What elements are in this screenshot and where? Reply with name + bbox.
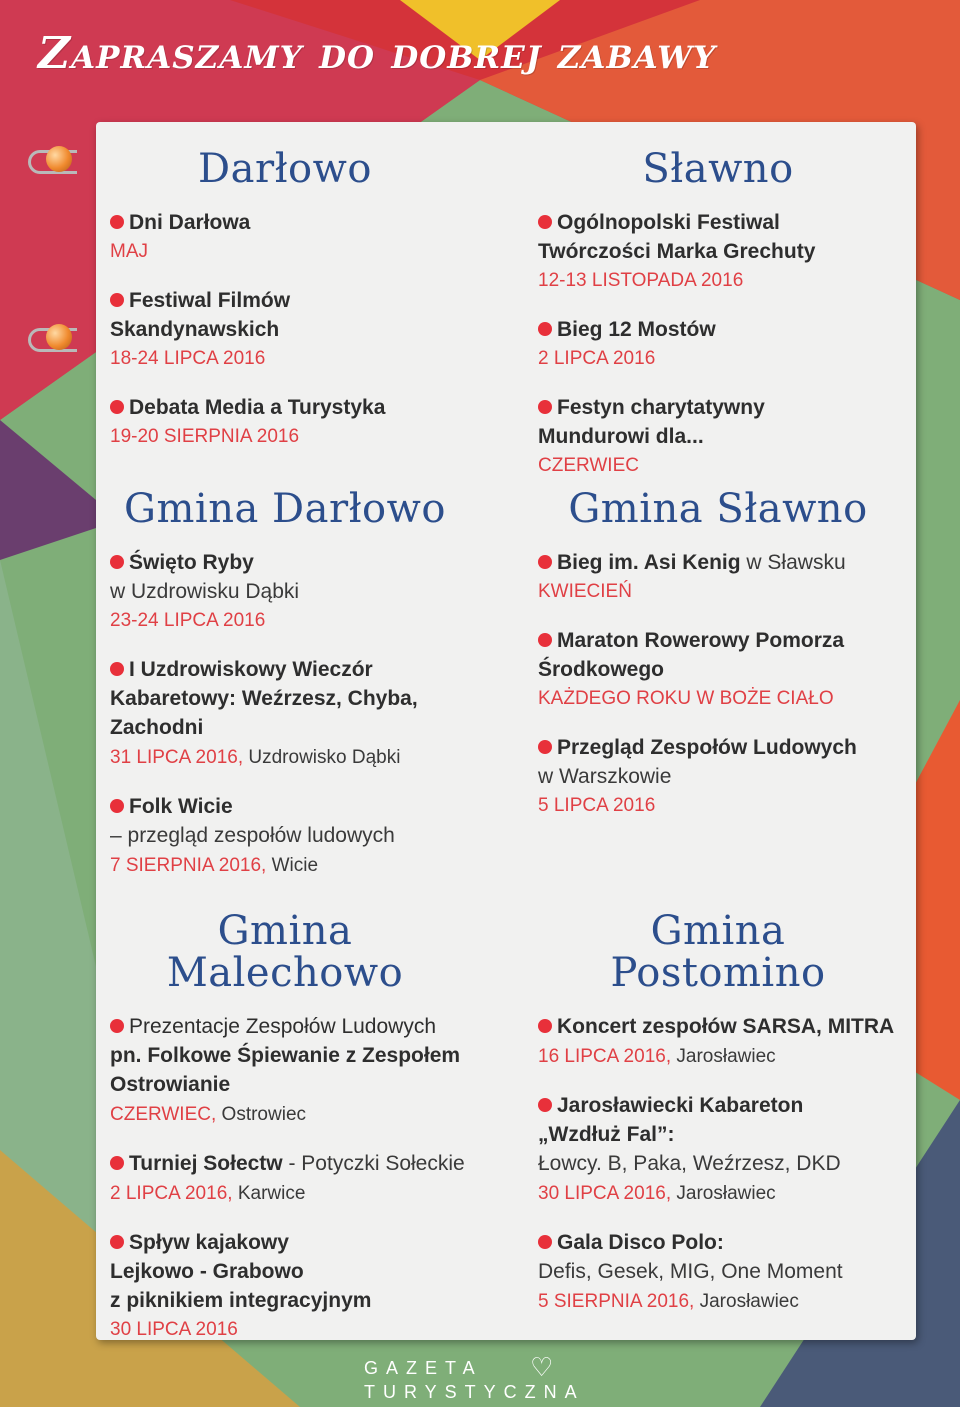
page-title: Zapraszamy do dobrej zabawy: [38, 28, 717, 79]
section-title: Gmina Postomino: [610, 908, 826, 996]
footer-logo: GAZETA TURYSTYCZNA: [364, 1358, 585, 1402]
list-item: Bieg im. Asi Kenig w Sławsku KWIECIEŃ: [538, 551, 846, 602]
list-item: Przegląd Zespołów Ludowych w Warszkowie 5 LIPCA 2016: [538, 733, 898, 820]
section-title: Darłowo: [198, 146, 372, 192]
section-darlowo: [110, 148, 460, 471]
section-title: Gmina Sławno: [568, 486, 868, 532]
list-item: Ogólnopolski Festiwal Twórczości Marka Grechuty 12-13 LISTOPADA 2016: [538, 208, 898, 295]
list-item: Koncert zespołów SARSA, MITRA 16 LIPCA 2016, Jarosławiec: [538, 1012, 898, 1071]
heart-icon: ♡: [530, 1352, 554, 1382]
list-item: Prezentacje Zespołów Ludowych pn. Folkowe Śpiewanie z Zespołem Ostrowianie CZERWIEC, Ostrowiec: [110, 1012, 480, 1129]
list-item: Bieg 12 Mostów 2 LIPCA 2016: [538, 315, 898, 373]
list-item: Jarosławiecki Kabareton „Wzdłuż Fal”: Łowcy. B, Paka, Weźrzesz, DKD 30 LIPCA 2016, Jarosławiec: [538, 1091, 898, 1208]
section-gmina-malechowo: [110, 910, 480, 1364]
list-item: Dni Darłowa MAJ: [110, 208, 460, 266]
section-slawno: [538, 148, 898, 500]
section-title: Gmina Malechowo: [166, 908, 404, 996]
section-gmina-slawno: [538, 488, 898, 840]
list-item: Spływ kajakowy Lejkowo - Grabowo z piknikiem integracyjnym 30 LIPCA 2016: [110, 1228, 480, 1344]
list-item: Święto Ryby w Uzdrowisku Dąbki 23-24 LIPCA 2016: [110, 548, 460, 635]
list-item: Turniej Sołectw - Potyczki Sołeckie 2 LIPCA 2016, Karwice: [110, 1152, 465, 1204]
list-item: Festyn charytatywny Mundurowi dla... CZERWIEC: [538, 393, 898, 480]
section-gmina-postomino: [538, 910, 898, 1336]
list-item: I Uzdrowiskowy Wieczór Kabaretowy: Weźrzesz, Chyba, Zachodni 31 LIPCA 2016, Uzdrowisko Dąbki: [110, 655, 460, 772]
list-item: Debata Media a Turystyka 19-20 SIERPNIA 2016: [110, 393, 460, 451]
binder-ring-icon: [46, 146, 72, 172]
section-title: Gmina Darłowo: [124, 486, 446, 532]
section-title: Sławno: [642, 146, 794, 192]
list-item: Maraton Rowerowy Pomorza Środkowego KAŻDEGO ROKU W BOŻE CIAŁO: [538, 626, 898, 713]
list-item: Festiwal Filmów Skandynawskich 18-24 LIPCA 2016: [110, 286, 460, 373]
list-item: Gala Disco Polo: Defis, Gesek, MIG, One Moment 5 SIERPNIA 2016, Jarosławiec: [538, 1228, 898, 1316]
list-item: Folk Wicie – przegląd zespołów ludowych 7 SIERPNIA 2016, Wicie: [110, 792, 460, 880]
binder-ring-icon: [46, 324, 72, 350]
section-gmina-darlowo: [110, 488, 460, 900]
